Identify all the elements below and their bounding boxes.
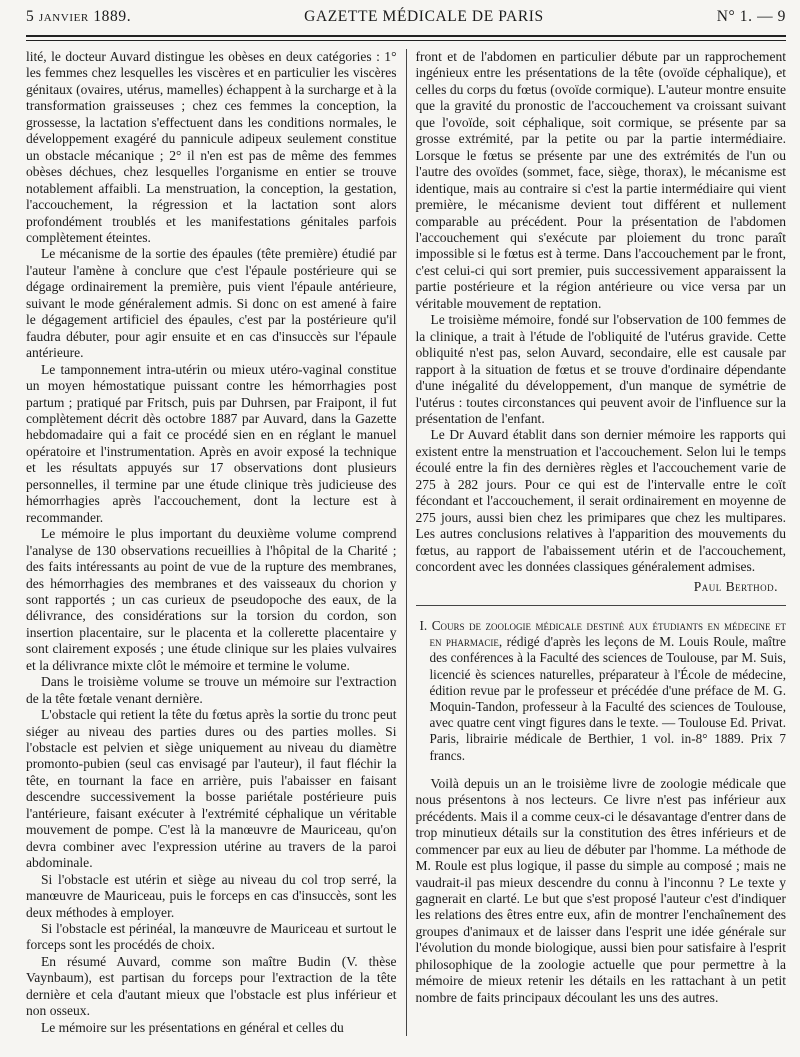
right-column [406, 49, 787, 1036]
left-column [26, 49, 406, 1036]
paragraph: Dans le troisième volume se trouve un mémoire sur l'extraction de la tête fœtale venant dernière. [26, 674, 397, 706]
journal-title: GAZETTE MÉDICALE DE PARIS [304, 8, 544, 25]
paragraph: Si l'obstacle est périnéal, la manœuvre de Mauriceau et surtout le forceps sont les procédés de choix. [26, 921, 397, 953]
paragraph: Le mémoire sur les présentations en général et celles du [41, 1019, 344, 1035]
paragraph: Si l'obstacle est utérin et siège au niveau du col trop serré, la manœuvre de Mauriceau, puis le forceps en cas d'insuccès, sont les deux méthodes à employer. [26, 871, 397, 920]
section-divider [416, 605, 787, 606]
book-title: I. Cours de zoologie médicale destiné aux étudiants en médecine et en pharmacie, [419, 617, 786, 650]
paragraph: Le mécanisme de la sortie des épaules (tête première) étudié par l'auteur l'amène à conclure que c'est l'épaule postérieure qui se dégage ordinairement la première, puis vient l'épaule antérieure, suivant le mode généralement admis. Si donc on est amené à faire le dégagement artificiel des épaules, c'est par la postérieure qu'il faudra débuter, pour agir ensuite et en cas d'insuccès sur l'épaule antérieure. [26, 246, 397, 361]
running-header [26, 8, 786, 30]
paragraph: Voilà depuis un an le troisième livre de zoologie médicale que nous présentons à nos lecteurs. Ce livre n'est pas inférieur aux précédents. Mais il a comme ceux-ci le désavantage d'entrer dans de trop minutieux détails sur la constitution des êtres inférieurs et de commencer par eux au lieu de débuter par l'homme. La méthode de M. Roule est plus logique, il passe du simple au composé ; mais ne vaudrait-il pas mieux descendre du connu à l'inconnu ? Le texte y gagnerait en clarté. Le but que s'est proposé l'auteur c'est d'indiquer les relations des êtres entre eux, afin de montrer l'enchaînement des groupes d'animaux et de laisser dans l'esprit une idée générale sur l'évolution du monde biologique, aussi bien pour satisfaire à l'esprit philosophique de la zoologie actuelle que pour permettre à la mémoire de mieux retenir les détails en les rattachant à un petit nombre de faits principaux découlant les uns des autres. [415, 775, 786, 1005]
header-rule [26, 35, 786, 41]
paragraph: Le troisième mémoire, fondé sur l'observation de 100 femmes de la clinique, a trait à l'étude de l'obliquité de l'utérus gravide. Cette obliquité n'est pas, selon Auvard, secondaire, elle est causale par rapport à la situation de fœtus et se trouve d'ordinaire dépendante d'une inégalité du développement, d'un manque de symétrie de l'utérus : toutes circonstances qui peuvent avoir de l'influence sur la présentation de l'enfant. [415, 312, 786, 426]
paragraph: En résumé Auvard, comme son maître Budin (V. thèse Vaynbaum), est partisan du forceps pour l'extraction de la tête dernière et cela d'autant mieux que l'obstacle est plus inférieur et non osseux. [26, 953, 397, 1019]
paragraph: Le tamponnement intra-utérin ou mieux utéro-vaginal constitue un moyen hémostatique puissant contre les hémorrhagies post partum ; pratiqué par Fritsch, puis par Duhrsen, par Fraipont, il fut complètement décrit dès octobre 1887 par Auvard, dans la Gazette hebdomadaire qui a fait ce procédé sien en en réglant le manuel opératoire et l'instrumentation. Après en avoir exposé la technique et les résultats appuyés sur 17 observations dont plusieurs personnelles, il termine par une étude clinique très judicieuse des hémorrhagies après l'accouchement, dont la lecture est à recommander. [26, 361, 397, 525]
two-column-body [26, 49, 786, 1036]
page-number: N° 1. — 9 [716, 8, 786, 25]
paragraph: lité, le docteur Auvard distingue les obèses en deux catégories : 1° les femmes chez lesquelles les viscères et en particulier les viscères génitaux (ovaires, utérus, mamelles) échappent à la surcharge et à la transformation graisseuses ; chez ces femmes la conception, la grossesse, la lactation s'effectuent dans les conditions normales, le développement exagéré du pannicule adipeux seulement constitue un obstacle mécanique ; 2° il n'en est pas de même des femmes obèses déchues, chez lesquelles l'organisme en entier se trouve notablement affaibli. La menstruation, la conception, la gestation, l'accouchement, la régression et la lactation sont alors profondément troublés et les manifestations génitales parfois complètement éteintes. [26, 49, 397, 245]
issue-date: 5 janvier 1889. [26, 8, 132, 25]
paragraph: Le mémoire le plus important du deuxième volume comprend l'analyse de 130 observations recueillies à l'hôpital de la Charité ; des faits intéressants au point de vue de la rupture des membranes, des hémorrhagies des membranes et des vaisseaux du chorion y sont rapportés ; un cas curieux de pseudopoche des eaux, de la délivrance, des considérations sur la torsion du cordon, son insertion placentaire, sur le placenta et la collerette placentaire y sont clairement exposés ; une étude clinique sur les plaies vulvaires et la délivrance mixte clôt le mémoire et termine le volume. [26, 526, 397, 673]
paragraph: L'obstacle qui retient la tête du fœtus après la sortie du tronc peut siéger au niveau des parties dures ou des parties molles. Si l'obstacle est pelvien et siège uniquement au niveau du diamètre promonto-pubien (seul cas envisagé par l'auteur), il faut fléchir la tête, en tournant la face en arrière, puis l'abaisser en faisant descendre successivement la bosse pariétale postérieure puis l'antérieure, faisant exécuter à l'extrémité céphalique un véritable mouvement de pompe. C'est là la manœuvre de Mauriceau, qu'on devra combiner avec l'expression utérine au travers de la paroi abdominale. [26, 707, 397, 871]
book-reference [416, 618, 787, 764]
author-signature: Paul Berthod. [693, 578, 778, 594]
paragraph: front et de l'abdomen en particulier débute par un rapprochement ingénieux entre les présentations de la tête (ovoïde céphalique), et celles du corps du fœtus (ovoïde cormique). L'auteur montre ensuite que la gravité du pronostic de l'accouchement va croissant suivant que l'ovoïde, soit céphalique, soit cormique, se présente par sa grosse extrémité, par la petite ou par la partie intermédiaire. Lorsque le fœtus se présente par une des extrémités de l'un ou l'autre des ovoïdes (sommet, face, siège, thorax), le mécanisme est identique, mais au contraire si c'est la partie intermédiaire qui vient première, le mécanisme devient tout différent et nullement comparable au précédent. Pour la présentation de l'abdomen l'accouchement qui s'exécute par ploiement du tronc paraît impossible si le fœtus est à terme. Dans l'accouchement par le front, c'est celui-ci qui sort premier, puis successivement apparaissent la partie postérieure et la région antérieure ou vice versa par un véritable mouvement de reptation. [415, 49, 786, 311]
paragraph: Le Dr Auvard établit dans son dernier mémoire les rapports qui existent entre la menstruation et l'accouchement. Selon lui le temps écoulé entre la fin des dernières règles et l'accouchement varie de 275 à 282 jours. Pour ce qui est de l'intervalle entre le coït fécondant et l'accouchement, il serait ordinairement en moyenne de 275 jours, aussi bien chez les primipares que chez les multipares. Les autres conclusions relatives à l'apparition des mouvements du fœtus, au rapport de l'abaissement utérin et de l'accouchement, concordent avec les données classiques généralement admises. [415, 427, 786, 575]
book-details: rédigé d'après les leçons de M. Louis Roule, maître des conférences à la Faculté des sciences de Toulouse, par M. Suis, licencié ès sciences naturelles, préparateur à l'École de médecine, édition revue par le professeur et précédée d'une préface de M. G. Moquin-Tandon, professeur à la Faculté des sciences de Toulouse, avec quatre cent vingt figures dans le texte. — Toulouse Ed. Privat. Paris, librairie médicale de Berthier, 1 vol. in-8° 1889. Prix 7 francs. [429, 634, 786, 763]
